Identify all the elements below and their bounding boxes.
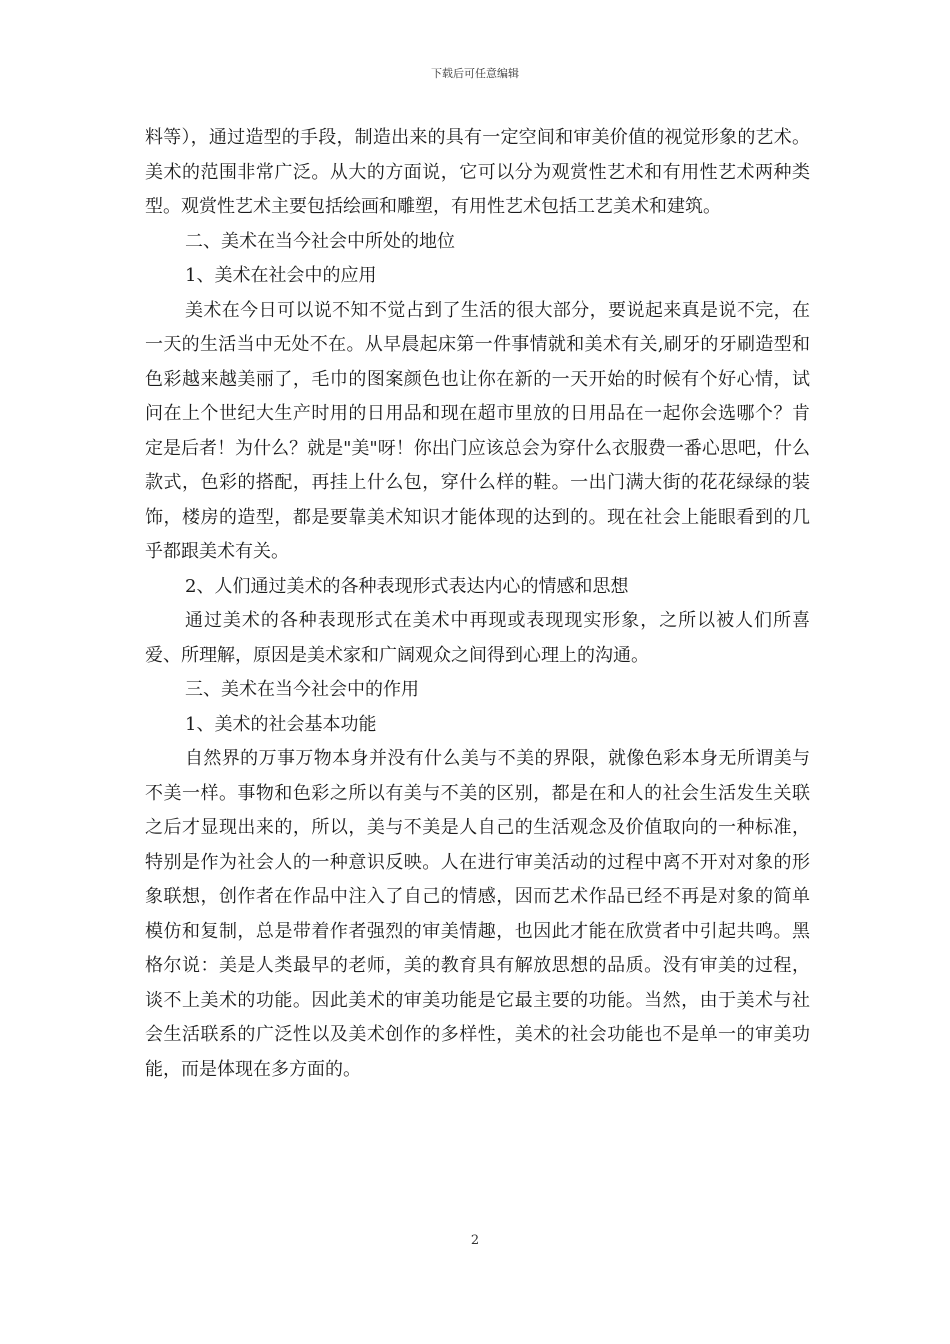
paragraph-art-definition: 料等），通过造型的手段，制造出来的具有一定空间和审美价值的视觉形象的艺术。美术的范围非常广泛。从大的方面说，它可以分为观赏性艺术和有用性艺术两种类型。观赏性艺术主要包括绘画和雕塑，有用性艺术包括工艺美术和建筑。 [145,127,810,217]
document-body [145,121,810,1087]
paragraph-expression: 通过美术的各种表现形式在美术中再现或表现现实形象，之所以被人们所喜爱、所理解，原因是美术家和广阔观众之间得到心理上的沟通。 [145,610,810,666]
section-heading-status: 二、美术在当今社会中所处的地位 [185,230,455,252]
paragraph-social-function: 自然界的万事万物本身并没有什么美与不美的界限，就像色彩本身无所谓美与不美一样。事物和色彩之所以有美与不美的区别，都是在和人的社会生活发生关联之后才显现出来的，所以，美与不美是人自己的生活观念及价值取向的一种标准，特别是作为社会人的一种意识反映。人在进行审美活动的过程中离不开对对象的形象联想，创作者在作品中注入了自己的情感，因而艺术作品已经不再是对象的简单模仿和复制，总是带着作者强烈的审美情趣，也因此才能在欣赏者中引起共鸣。黑格尔说：美是人类最早的老师，美的教育具有解放思想的品质。没有审美的过程，谈不上美术的功能。因此美术的审美功能是它最主要的功能。当然，由于美术与社会生活联系的广泛性以及美术创作的多样性，美术的社会功能也不是单一的审美功能，而是体现在多方面的。 [145,748,810,1080]
paragraph-daily-life: 美术在今日可以说不知不觉占到了生活的很大部分，要说起来真是说不完，在一天的生活当中无处不在。从早晨起床第一件事情就和美术有关,刷牙的牙刷造型和色彩越来越美丽了，毛巾的图案颜色也让你在新的一天开始的时候有个好心情，试问在上个世纪大生产时用的日用品和现在超市里放的日用品在一起你会选哪个？肯定是后者！为什么？就是"美"呀！你出门应该总会为穿什么衣服费一番心思吧，什么款式，色彩的搭配，再挂上什么包，穿什么样的鞋。一出门满大街的花花绿绿的装饰，楼房的造型，都是要靠美术知识才能体现的达到的。现在社会上能眼看到的几乎都跟美术有关。 [145,299,810,562]
section-heading-role: 三、美术在当今社会中的作用 [185,679,419,700]
subsection-heading-function: 1、美术的社会基本功能 [185,713,377,735]
subsection-heading-application: 1、美术在社会中的应用 [185,265,377,286]
page-number: 2 [470,1233,480,1248]
page-header: 下载后可任意编辑 [431,67,519,80]
subsection-heading-expression: 2、人们通过美术的各种表现形式表达内心的情感和思想 [185,575,629,597]
